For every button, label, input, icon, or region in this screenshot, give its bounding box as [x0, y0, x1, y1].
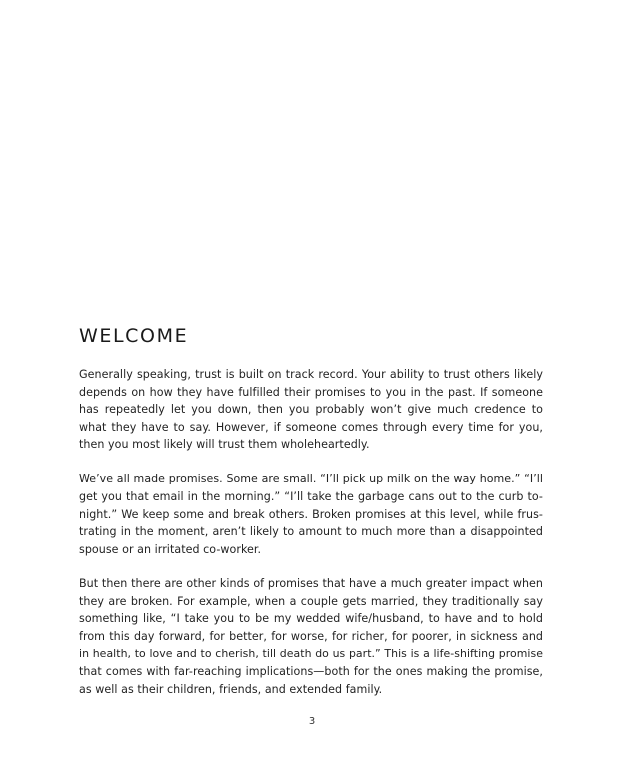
chapter-heading: WELCOME — [79, 325, 189, 347]
text-line: that comes with far-reaching implications—both for the ones making the promise, — [79, 664, 543, 678]
text-line: something like, “I take you to be my wedded wife/husband, to have and to hold — [79, 612, 543, 626]
page-number: 3 — [308, 716, 316, 727]
text-line: Generally speaking, trust is built on track record. Your ability to trust others likely — [79, 368, 543, 381]
paragraph — [79, 470, 543, 558]
text-line: then you most likely will trust them wholeheartedly. — [79, 438, 370, 452]
text-line: depends on how they have fulfilled their promises to you in the past. If someone — [79, 385, 543, 399]
text-line: night.” We keep some and break others. Broken promises at this level, while frus- — [79, 507, 543, 521]
text-line: get you that email in the morning.” “I’ll take the garbage cans out to the curb to- — [79, 490, 543, 504]
text-line: We’ve all made promises. Some are small. “I’ll pick up milk on the way home.” “I’ll — [79, 472, 543, 486]
paragraph — [79, 575, 543, 698]
text-line: what they have to say. However, if someone comes through every time for you, — [79, 420, 543, 434]
text-line: has repeatedly let you down, then you probably won’t give much credence to — [79, 403, 543, 417]
text-line: trating in the moment, aren’t likely to amount to much more than a disappointed — [79, 525, 543, 539]
text-line: from this day forward, for better, for worse, for richer, for poorer, in sickness and — [79, 629, 543, 643]
body-text — [79, 366, 543, 715]
text-line: in health, to love and to cherish, till death do us part.” This is a life-shifting promise — [79, 647, 543, 661]
text-line: as well as their children, friends, and extended family. — [79, 682, 383, 696]
paragraph — [79, 366, 543, 454]
text-line: spouse or an irritated co-worker. — [79, 542, 262, 556]
text-line: But then there are other kinds of promises that have a much greater impact when — [79, 576, 543, 590]
text-line: they are broken. For example, when a couple gets married, they traditionally say — [79, 594, 543, 608]
